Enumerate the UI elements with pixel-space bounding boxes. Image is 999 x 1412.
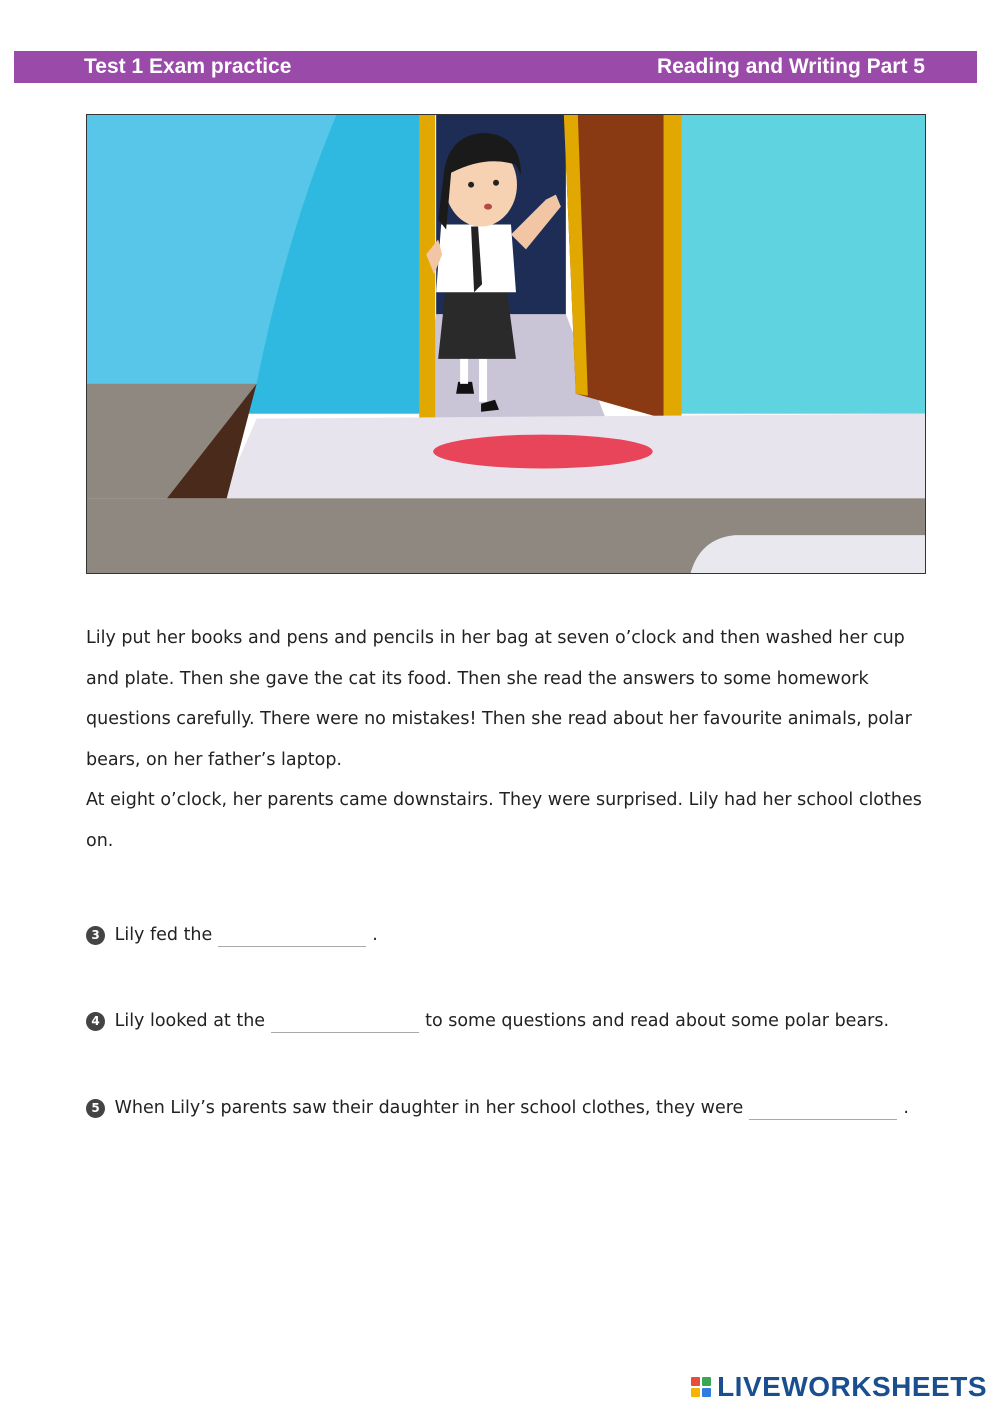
liveworksheets-brand[interactable]: LIVEWORKSHEETS: [717, 1371, 987, 1402]
question-4-text-before: Lily looked at the: [114, 1011, 266, 1031]
illustration-svg: [87, 115, 925, 573]
footer-brand: [691, 1372, 987, 1402]
logo-square-3: [691, 1388, 700, 1397]
liveworksheets-logo-icon: [691, 1377, 711, 1397]
question-3-text-after: .: [372, 925, 378, 945]
question-5-answer-input[interactable]: [749, 1101, 897, 1120]
rug: [433, 435, 652, 469]
logo-square-1: [691, 1377, 700, 1386]
question-5-text-before: When Lily’s parents saw their daughter in her school clothes, they were: [114, 1098, 744, 1118]
question-3-answer-input[interactable]: [218, 928, 366, 947]
question-number-3: 3: [86, 926, 105, 945]
question-5: [86, 1094, 909, 1122]
question-4: [86, 1007, 889, 1035]
story-paragraph-1: Lily put her books and pens and pencils in her bag at seven o’clock and then washed her cup and plate. Then she gave the cat its food. Then she read the answers to some homework questions carefully. There were no mistakes! Then she read about her favourite animals, polar bears, on her father’s laptop.: [86, 628, 912, 770]
header-right-title: Reading and Writing Part 5: [657, 55, 925, 78]
logo-square-4: [702, 1388, 711, 1397]
plate-edge: [691, 535, 925, 573]
question-3-text-before: Lily fed the: [114, 925, 213, 945]
story-text: [86, 618, 926, 861]
logo-square-2: [702, 1377, 711, 1386]
header-left-title: Test 1 Exam practice: [84, 55, 292, 78]
question-4-text-after: to some questions and read about some polar bears.: [425, 1011, 890, 1031]
question-number-4: 4: [86, 1012, 105, 1031]
question-5-text-after: .: [903, 1098, 909, 1118]
story-paragraph-2: At eight o’clock, her parents came downstairs. They were surprised. Lily had her school clothes on.: [86, 790, 922, 851]
question-4-answer-input[interactable]: [271, 1014, 419, 1033]
door-frame-right: [664, 115, 682, 419]
question-3: [86, 921, 378, 949]
story-illustration: [86, 114, 926, 574]
header-bar: [14, 51, 977, 83]
right-wall: [681, 115, 925, 414]
question-number-5: 5: [86, 1099, 105, 1118]
